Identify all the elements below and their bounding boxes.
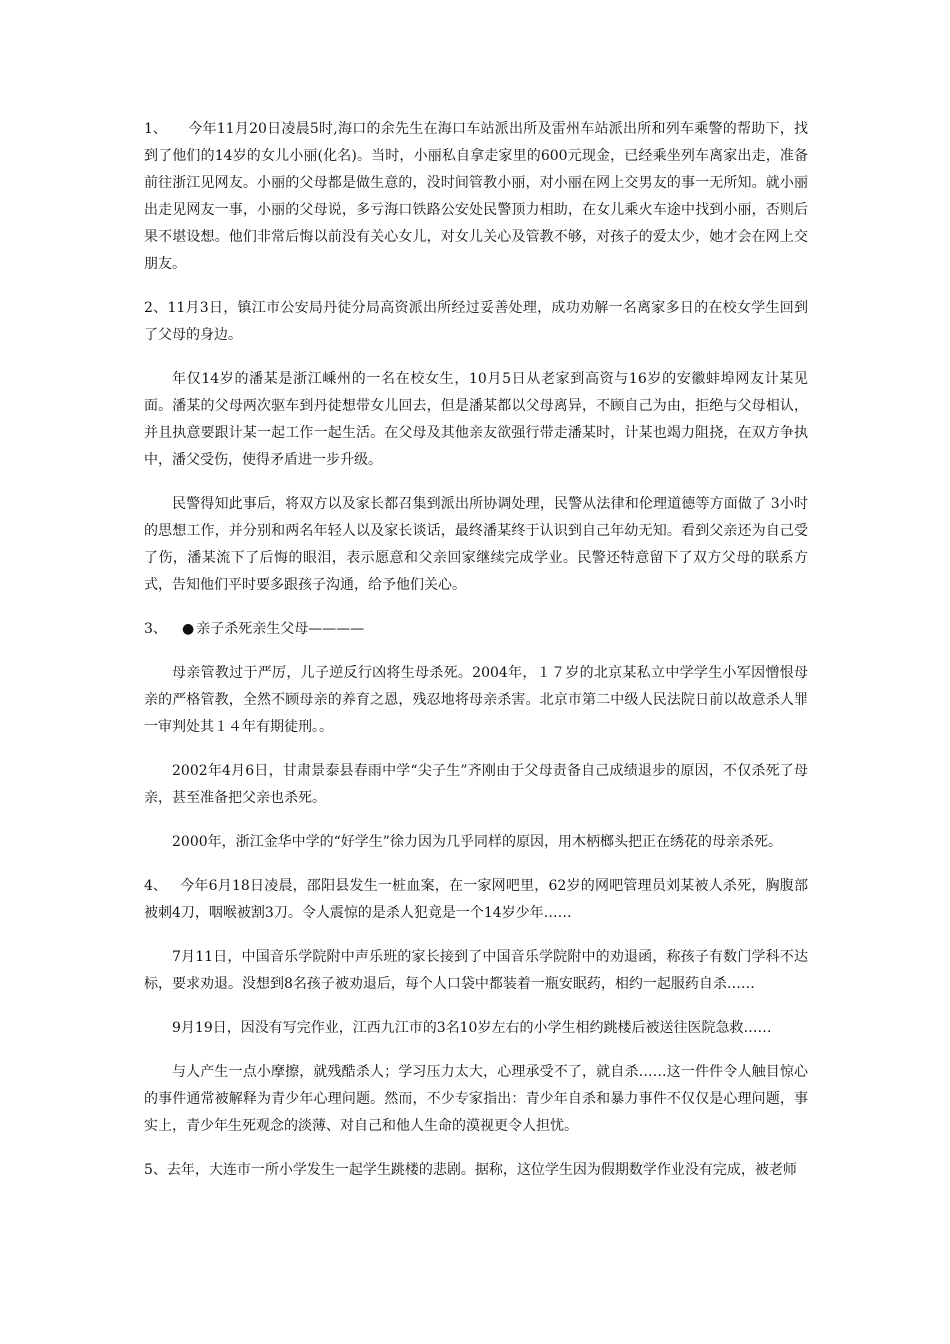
paragraph-text: 今年6月18日凌晨，邵阳县发生一桩血案，在一家网吧里，62岁的网吧管理员刘某被人杀死，胸腹部被刺4刀，咽喉被割3刀。令人震惊的是杀人犯竟是一个14岁少年…… [144,878,808,921]
paragraph-7 [144,758,808,812]
paragraph-text: 亲子杀死亲生父母———— [196,621,365,637]
paragraph-11 [144,1015,808,1042]
paragraph-4 [144,491,808,599]
paragraph-text: 5、去年，大连市一所小学发生一起学生跳楼的悲剧。据称，这位学生因为假期数学作业没有完成，被老师 [144,1162,797,1178]
paragraph-10 [144,944,808,998]
paragraph-9 [144,873,808,927]
paragraph-text: 民警得知此事后，将双方以及家长都召集到派出所协调处理，民警从法律和伦理道德等方面做了 3小时的思想工作，并分别和两名年轻人以及家长谈话，最终潘某终于认识到自己年幼无知。看到父亲还为自己受了伤，潘某流下了后悔的眼泪，表示愿意和父亲回家继续完成学业。民警还特意留下了双方父母的联系方式，告知他们平时要多跟孩子沟通，给予他们关心。 [144,496,808,593]
paragraph-3 [144,366,808,474]
paragraph-text: 2002年4月6日，甘肃景泰县春雨中学“尖子生”齐刚由于父母责备自己成绩退步的原因，不仅杀死了母亲，甚至准备把父亲也杀死。 [144,763,808,806]
paragraph-2 [144,295,808,349]
document-body [144,116,808,1201]
paragraph-text: 年仅14岁的潘某是浙江嵊州的一名在校女生，10月5日从老家到高资与16岁的安徽蚌埠网友计某见面。潘某的父母两次驱车到丹徒想带女儿回去，但是潘某都以父母离异，不顾自己为由，拒绝与父母相认，并且执意要跟计某一起工作一起生活。在父母及其他亲友欲强行带走潘某时，计某也竭力阻挠，在双方争执中，潘父受伤，使得矛盾进一步升级。 [144,371,808,468]
paragraph-1 [144,116,808,278]
paragraph-text: 2000年，浙江金华中学的“好学生”徐力因为几乎同样的原因，用木柄榔头把正在绣花的母亲杀死。 [172,834,782,850]
paragraph-text: 今年11月20日凌晨5时,海口的余先生在海口车站派出所及雷州车站派出所和列车乘警的帮助下，找到了他们的14岁的女儿小丽(化名)。当时，小丽私自拿走家里的600元现金，已经乘坐列车离家出走，准备前往浙江见网友。小丽的父母都是做生意的，没时间管教小丽，对小丽在网上交男友的事一无所知。就小丽出走见网友一事，小丽的父母说，多亏海口铁路公安处民警顶力相助，在女儿乘火车途中找到小丽，否则后果不堪设想。他们非常后悔以前没有关心女儿，对女儿关心及管教不够，对孩子的爱太少，她才会在网上交朋友。 [144,121,808,272]
paragraph-text: 与人产生一点小摩擦，就残酷杀人；学习压力太大，心理承受不了，就自杀……这一件件令人触目惊心的事件通常被解释为青少年心理问题。然而，不少专家指出：青少年自杀和暴力事件不仅仅是心理问题，事实上，青少年生死观念的淡薄、对自己和他人生命的漠视更令人担忧。 [144,1064,808,1134]
paragraph-text: 2、11月3日，镇江市公安局丹徒分局高资派出所经过妥善处理，成功劝解一名离家多日的在校女学生回到了父母的身边。 [144,300,808,343]
item-number: 1、 [144,121,167,137]
paragraph-12 [144,1059,808,1140]
paragraph-8 [144,829,808,856]
paragraph-5-heading [144,616,808,643]
paragraph-text: 7月11日，中国音乐学院附中声乐班的家长接到了中国音乐学院附中的劝退函，称孩子有数门学科不达标，要求劝退。没想到8名孩子被劝退后，每个人口袋中都装着一瓶安眠药，相约一起服药自杀…… [144,949,808,992]
paragraph-text: 母亲管教过于严厉，儿子逆反行凶将生母杀死。2004年，１７岁的北京某私立中学学生小军因憎恨母亲的严格管教，全然不顾母亲的养育之恩，残忍地将母亲杀害。北京市第二中级人民法院日前以故意杀人罪一审判处其１４年有期徒刑。。 [144,665,808,735]
bullet-icon: ● [182,621,195,637]
paragraph-text: 9月19日，因没有写完作业，江西九江市的3名10岁左右的小学生相约跳楼后被送往医院急救…… [172,1020,772,1036]
item-number: 4、 [144,878,167,894]
item-number: 3、 [144,621,167,637]
paragraph-13 [144,1157,808,1184]
paragraph-6 [144,660,808,741]
